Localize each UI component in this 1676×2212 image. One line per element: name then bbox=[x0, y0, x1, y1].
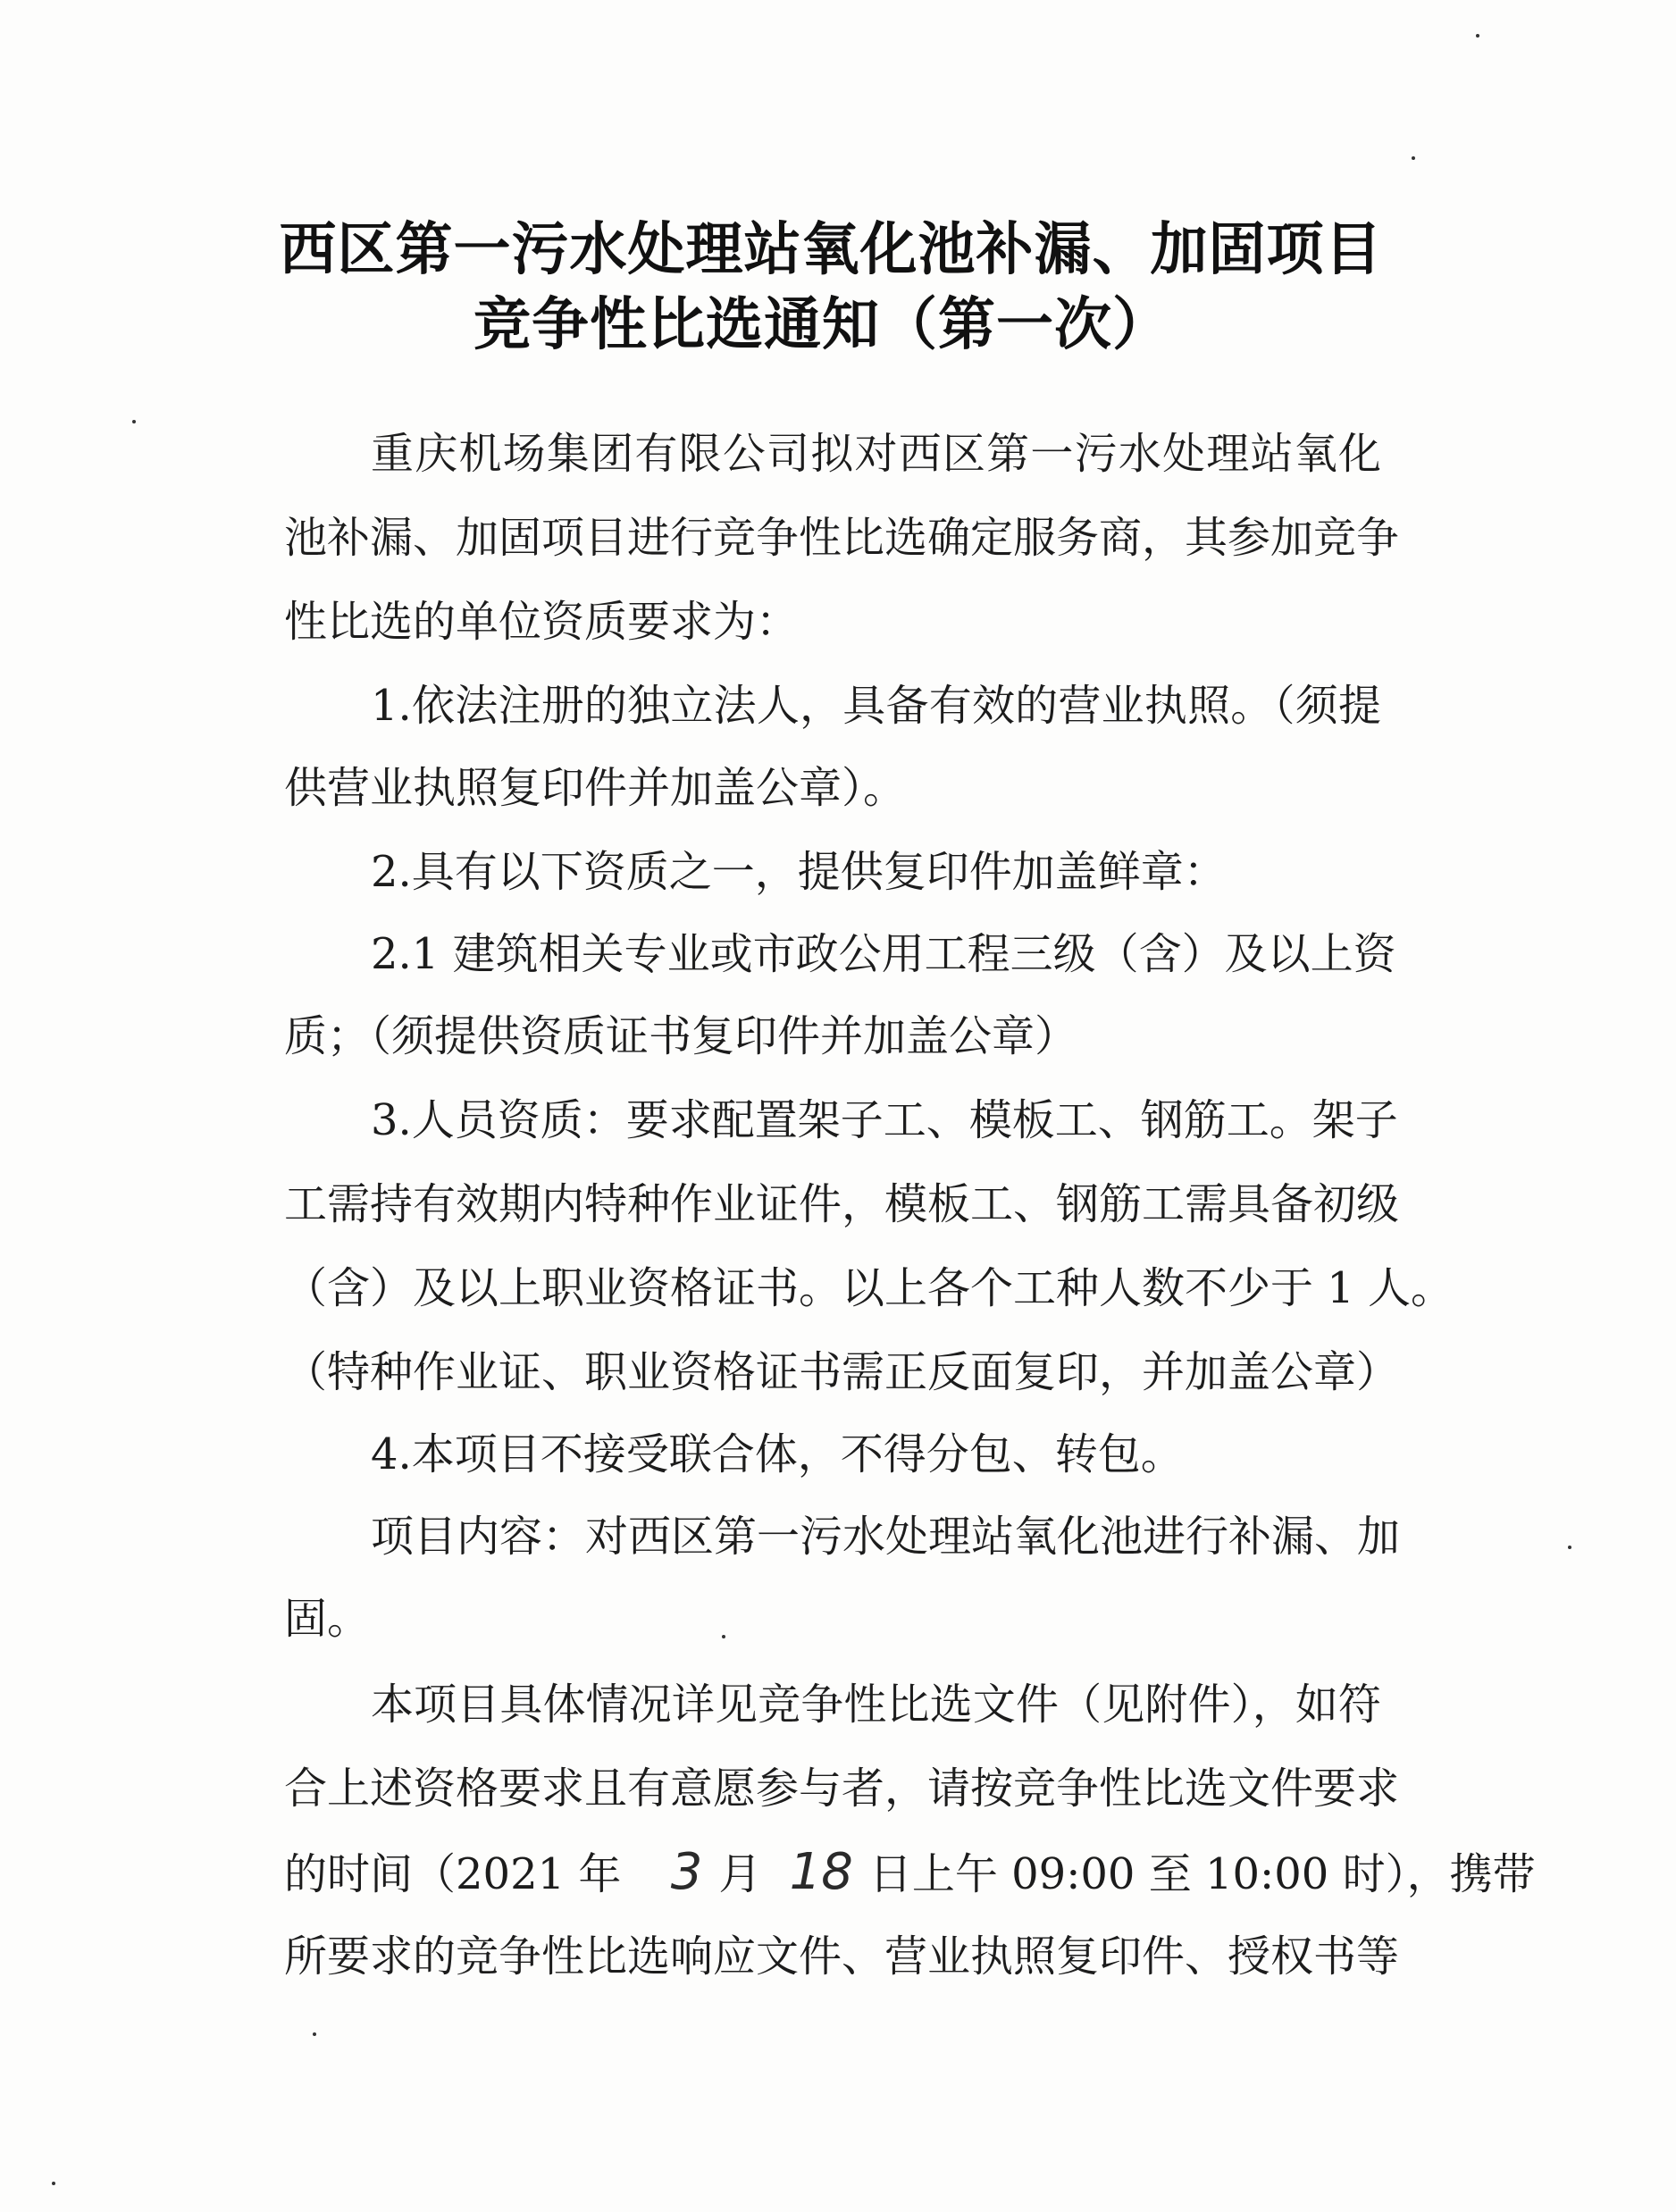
paragraph-line-with-handwritten-date bbox=[284, 1843, 1536, 1901]
paragraph-line: 2.具有以下资质之一，提供复印件加盖鲜章： bbox=[371, 847, 1227, 897]
scan-speck bbox=[1476, 34, 1479, 38]
paragraph-line: 性比选的单位资质要求为： bbox=[284, 597, 800, 647]
paragraph-line: 所要求的竞争性比选响应文件、营业执照复印件、授权书等 bbox=[284, 1931, 1400, 1982]
document-title-line-1: 西区第一污水处理站氧化池补漏、加固项目 bbox=[279, 216, 1383, 283]
paragraph-line: 池补漏、加固项目进行竞争性比选确定服务商，其参加竞争 bbox=[284, 513, 1400, 563]
scan-speck bbox=[1568, 1546, 1571, 1549]
paragraph-line: 工需持有效期内特种作业证件，模板工、钢筋工需具备初级 bbox=[284, 1179, 1400, 1229]
scan-speck bbox=[313, 2032, 316, 2036]
paragraph-line: 3.人员资质：要求配置架子工、模板工、钢筋工。架子 bbox=[371, 1095, 1398, 1145]
handwritten-day: 18 bbox=[789, 1843, 853, 1901]
scan-speck bbox=[722, 1635, 725, 1638]
paragraph-line: （特种作业证、职业资格证书需正反面复印，并加盖公章） bbox=[284, 1347, 1400, 1397]
document-title-line-2: 竞争性比选通知（第一次） bbox=[473, 291, 1170, 358]
paragraph-line: 4.本项目不接受联合体，不得分包、转包。 bbox=[371, 1429, 1184, 1479]
scan-speck bbox=[132, 420, 136, 423]
month-unit-text: 月 bbox=[718, 1849, 762, 1899]
scan-speck bbox=[1412, 156, 1415, 160]
date-prefix-text: 的时间（2021 年 bbox=[284, 1849, 622, 1899]
paragraph-line: 重庆机场集团有限公司拟对西区第一污水处理站氧化 bbox=[371, 429, 1381, 479]
handwritten-month: 3 bbox=[670, 1843, 703, 1901]
scan-speck bbox=[52, 2182, 55, 2185]
paragraph-line: 1.依法注册的独立法人，具备有效的营业执照。（须提 bbox=[371, 681, 1381, 731]
paragraph-line: 供营业执照复印件并加盖公章）。 bbox=[284, 763, 907, 813]
paragraph-line: 固。 bbox=[284, 1594, 371, 1644]
paragraph-line: 本项目具体情况详见竞争性比选文件（见附件），如符 bbox=[371, 1680, 1381, 1730]
date-suffix-text: 日上午 09:00 至 10:00 时），携带 bbox=[868, 1849, 1536, 1899]
paragraph-line: 合上述资格要求且有意愿参与者，请按竞争性比选文件要求 bbox=[284, 1764, 1400, 1814]
paragraph-line: （含）及以上职业资格证书。以上各个工种人数不少于 1 人。 bbox=[284, 1263, 1454, 1313]
paragraph-line: 项目内容：对西区第一污水处理站氧化池进行补漏、加 bbox=[371, 1512, 1401, 1562]
paragraph-line: 质；（须提供资质证书复印件并加盖公章） bbox=[284, 1011, 1078, 1061]
paragraph-line: 2.1 建筑相关专业或市政公用工程三级（含）及以上资 bbox=[371, 929, 1396, 979]
